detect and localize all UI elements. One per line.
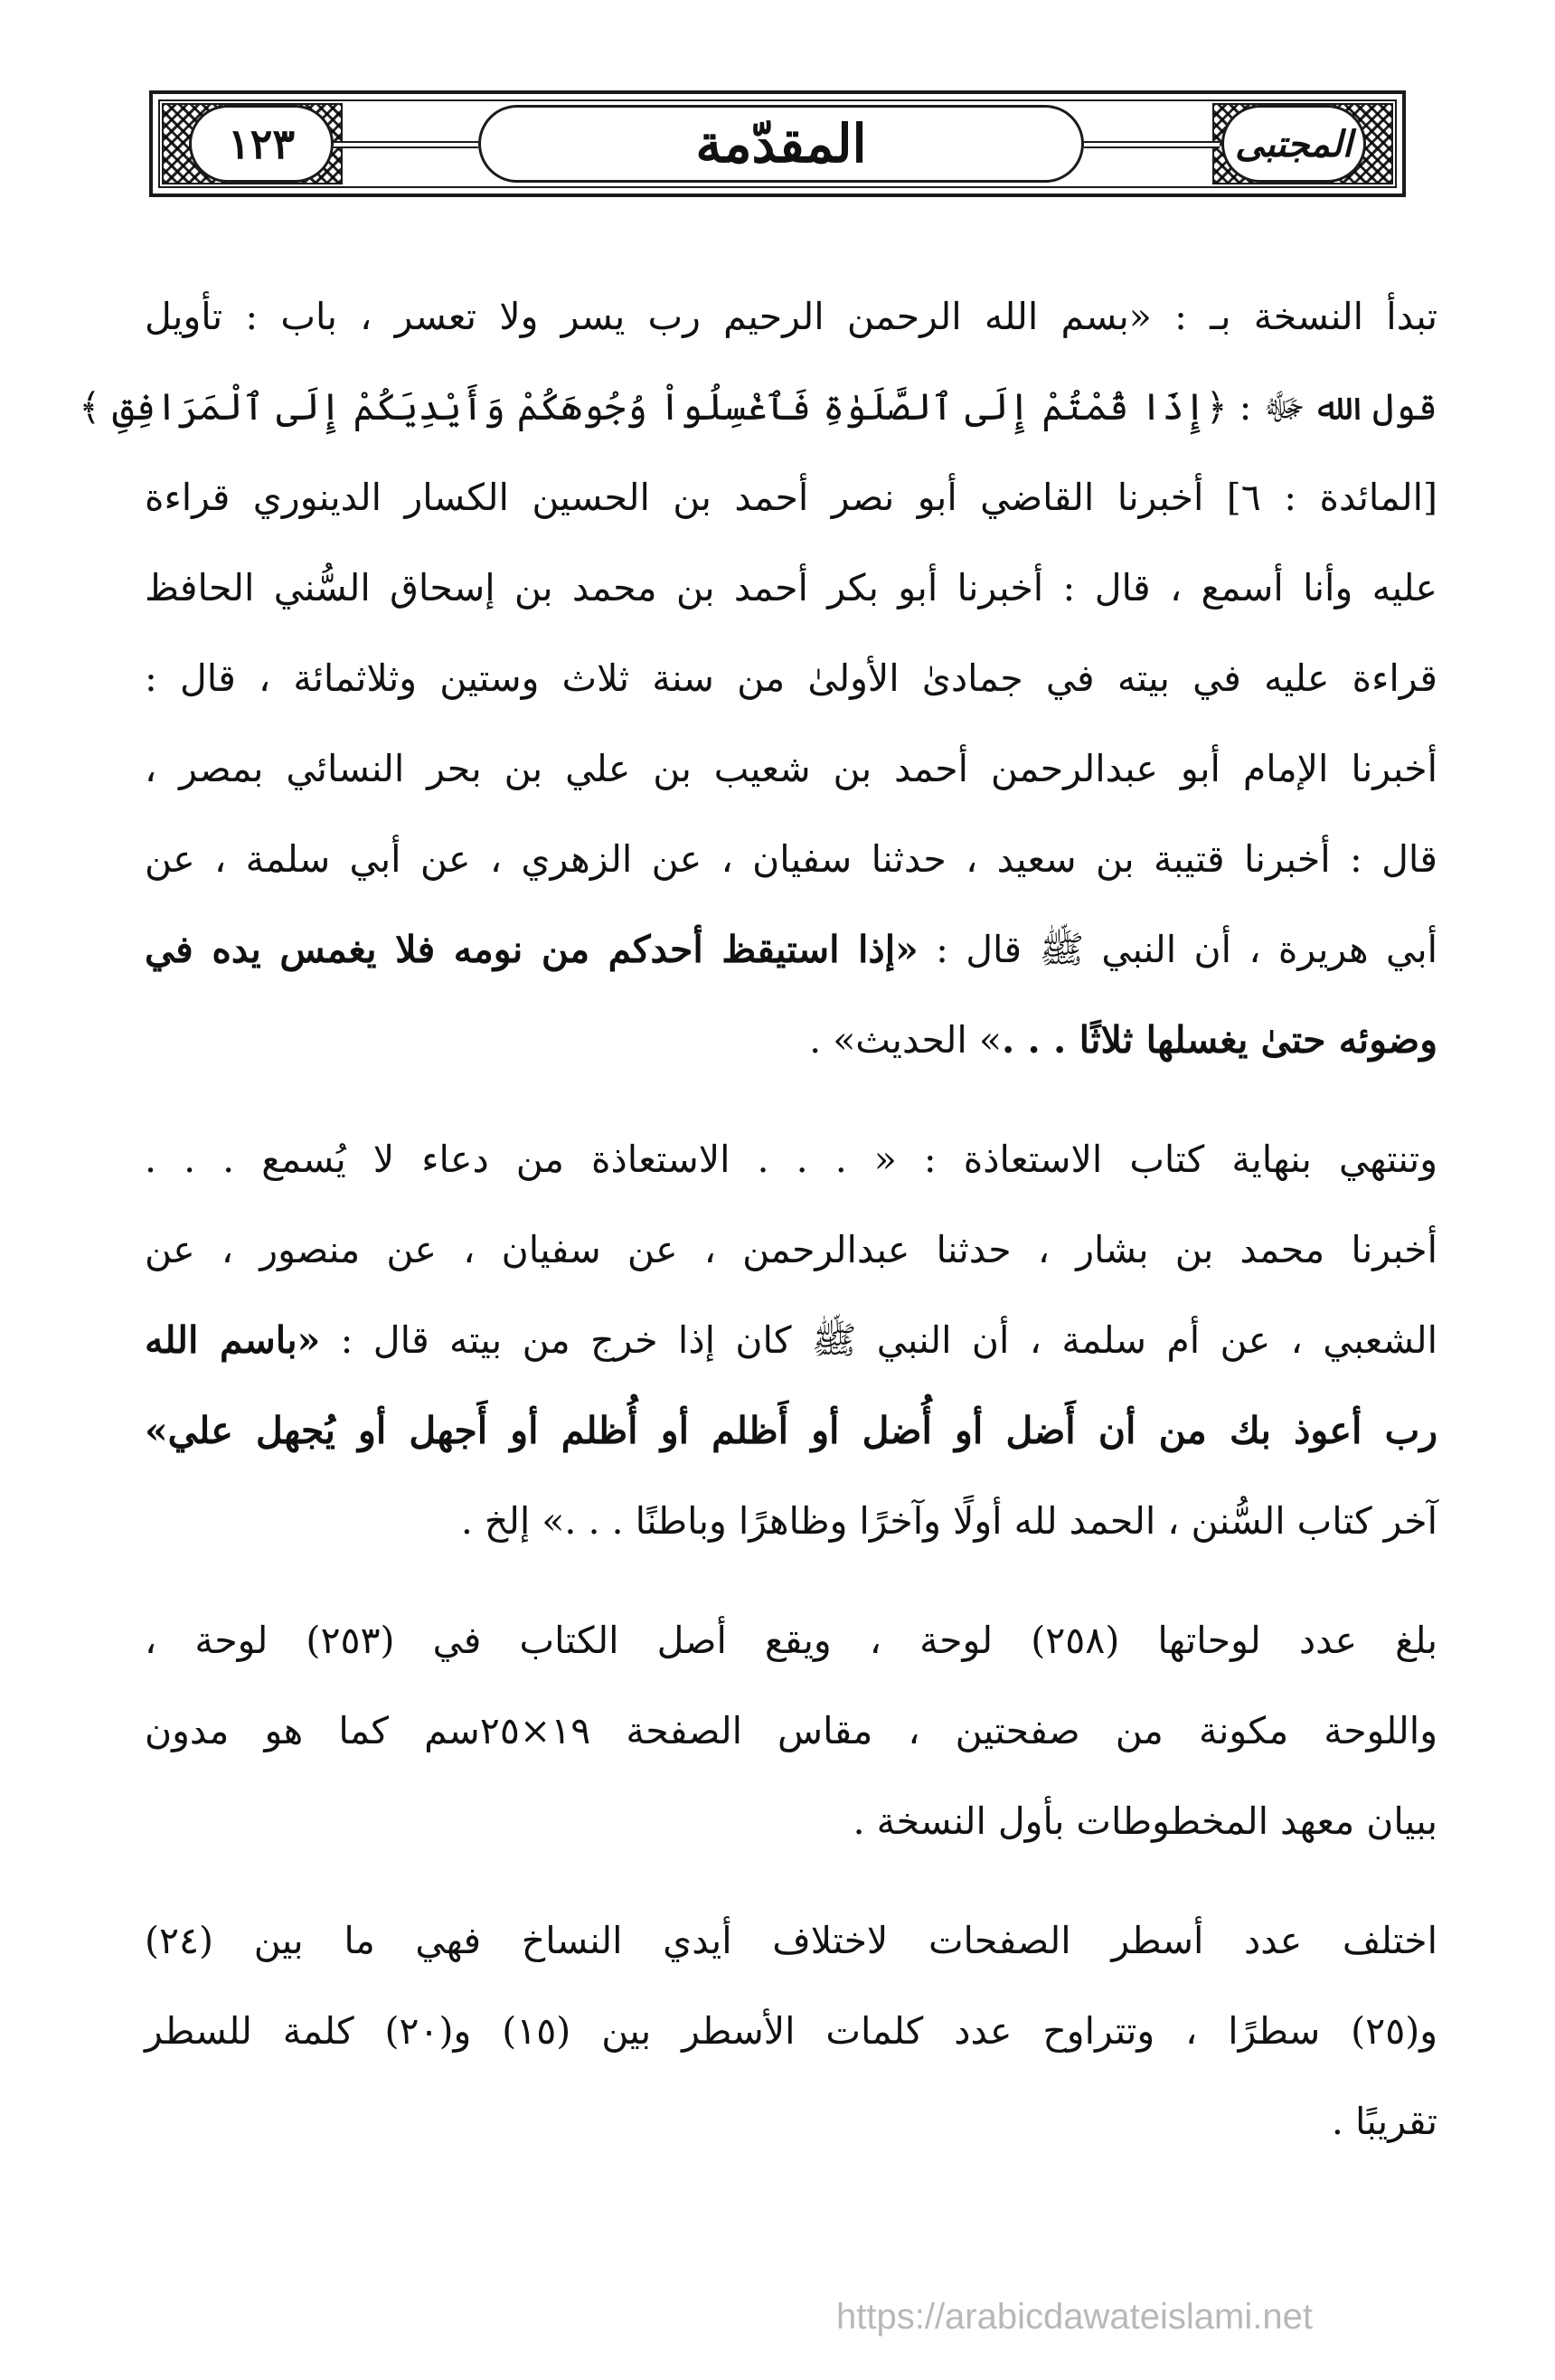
page-body <box>79 271 1438 2167</box>
text-segment: أبي هريرة ، أن النبي ﷺ قال : <box>918 928 1437 971</box>
title-cartouche <box>478 105 1084 183</box>
text-segment: وتنتهي بنهاية كتاب الاستعاذة : « . . . الاستعاذة من دعاء لا يُسمع . . . <box>145 1138 1437 1181</box>
text-segment: أخبرنا محمد بن بشار ، حدثنا عبدالرحمن ، عن سفيان ، عن منصور ، عن <box>145 1228 1437 1271</box>
text-line <box>145 2076 1437 2167</box>
text-segment: قراءة عليه في بيته في جمادىٰ الأولىٰ من سنة ثلاث وستين وثلاثمائة ، قال : <box>145 656 1437 700</box>
text-line <box>145 723 1437 814</box>
text-line <box>145 1476 1437 1566</box>
text-segment: واللوحة مكونة من صفحتين ، مقاس الصفحة ١٩×٢٥سم كما هو مدون <box>145 1709 1437 1752</box>
page-number: ١٢٣ <box>227 119 296 168</box>
text-segment: تقريبًا . <box>1331 2100 1437 2143</box>
text-line <box>145 995 1437 1085</box>
text-line <box>145 1686 1437 1776</box>
page-title: المقدّمة <box>695 113 867 175</box>
text-line <box>145 1204 1437 1295</box>
paragraph <box>145 1595 1437 1866</box>
text-line <box>145 543 1437 633</box>
text-segment: أخبرنا الإمام أبو عبدالرحمن أحمد بن شعيب بن علي بن بحر النسائي بمصر ، <box>145 747 1437 790</box>
text-segment: عليه وأنا أسمع ، قال : أخبرنا أبو بكر أحمد بن محمد بن إسحاق السُّني الحافظ <box>145 566 1437 609</box>
bold-text-segment: «باسم الله <box>145 1318 321 1362</box>
text-line <box>145 633 1437 723</box>
text-line <box>145 904 1437 995</box>
text-line <box>145 271 1437 362</box>
text-segment: آخر كتاب السُّنن ، الحمد لله أولًا وآخرًا وظاهرًا وباطنًا . . .» إلخ . <box>460 1499 1437 1543</box>
paragraph <box>145 1895 1437 2167</box>
text-line <box>79 362 1437 452</box>
text-segment: ببيان معهد المخطوطات بأول النسخة . <box>853 1799 1437 1843</box>
text-line <box>145 814 1437 904</box>
text-line <box>145 1595 1437 1686</box>
paragraph <box>145 1114 1437 1566</box>
bold-text-segment: «إذا استيقظ أحدكم من نومه فلا يغمس يده في <box>145 928 919 971</box>
bold-text-segment: رب أعوذ بك من أن أَضل أو أُضل أو أَظلم أو أُظلم أو أَجهل أو يُجهل علي» <box>145 1409 1437 1452</box>
bold-text-segment: وضوئه حتىٰ يغسلها ثلاثًا . . . <box>1001 1018 1437 1062</box>
text-segment: » الحديث» . <box>809 1018 1002 1062</box>
text-segment: اختلف عدد أسطر الصفحات لاختلاف أيدي النساخ فهي ما بين (٢٤) <box>145 1919 1437 1962</box>
text-segment: و(٢٥) سطرًا ، وتتراوح عدد كلمات الأسطر بين (١٥) و(٢٠) كلمة للسطر <box>145 2009 1438 2053</box>
text-segment: قال : أخبرنا قتيبة بن سعيد ، حدثنا سفيان ، عن الزهري ، عن أبي سلمة ، عن <box>145 837 1437 881</box>
text-segment: تبدأ النسخة بـ : «بسم الله الرحمن الرحيم رب يسر ولا تعسر ، باب : تأويل <box>145 295 1437 338</box>
book-logo-cartouche <box>1221 105 1366 183</box>
page-header <box>149 90 1406 197</box>
text-line <box>145 1895 1437 1986</box>
text-line <box>145 1986 1437 2076</box>
text-line <box>145 1776 1437 1866</box>
watermark-url: https://arabicdawateislami.net <box>836 2297 1313 2337</box>
page-number-cartouche <box>189 105 334 183</box>
text-segment: الشعبي ، عن أم سلمة ، أن النبي ﷺ كان إذا خرج من بيته قال : <box>320 1318 1437 1362</box>
header-link-bar-left <box>334 141 478 148</box>
text-line <box>145 1295 1437 1385</box>
text-line <box>145 1114 1437 1204</box>
text-line <box>145 452 1437 543</box>
text-segment: بلغ عدد لوحاتها (٢٥٨) لوحة ، ويقع أصل الكتاب في (٢٥٣) لوحة ، <box>145 1619 1437 1662</box>
text-line <box>145 1385 1437 1476</box>
text-segment: [المائدة : ٦] أخبرنا القاضي أبو نصر أحمد بن الحسين الكسار الدينوري قراءة <box>145 476 1437 519</box>
paragraph <box>79 271 1437 1085</box>
header-link-bar-right <box>1084 141 1220 148</box>
text-segment: قول الله ﷻ : ﴿إِذَا قُمْتُمْ إِلَى ٱلصَّلَوٰةِ فَٱغْسِلُواْ وُجُوهَكُمْ وَأَيْدِيَكُمْ إِلَى ٱلْمَرَافِقِ ﴾ <box>79 385 1437 429</box>
book-logo: المجتبى <box>1235 122 1352 165</box>
